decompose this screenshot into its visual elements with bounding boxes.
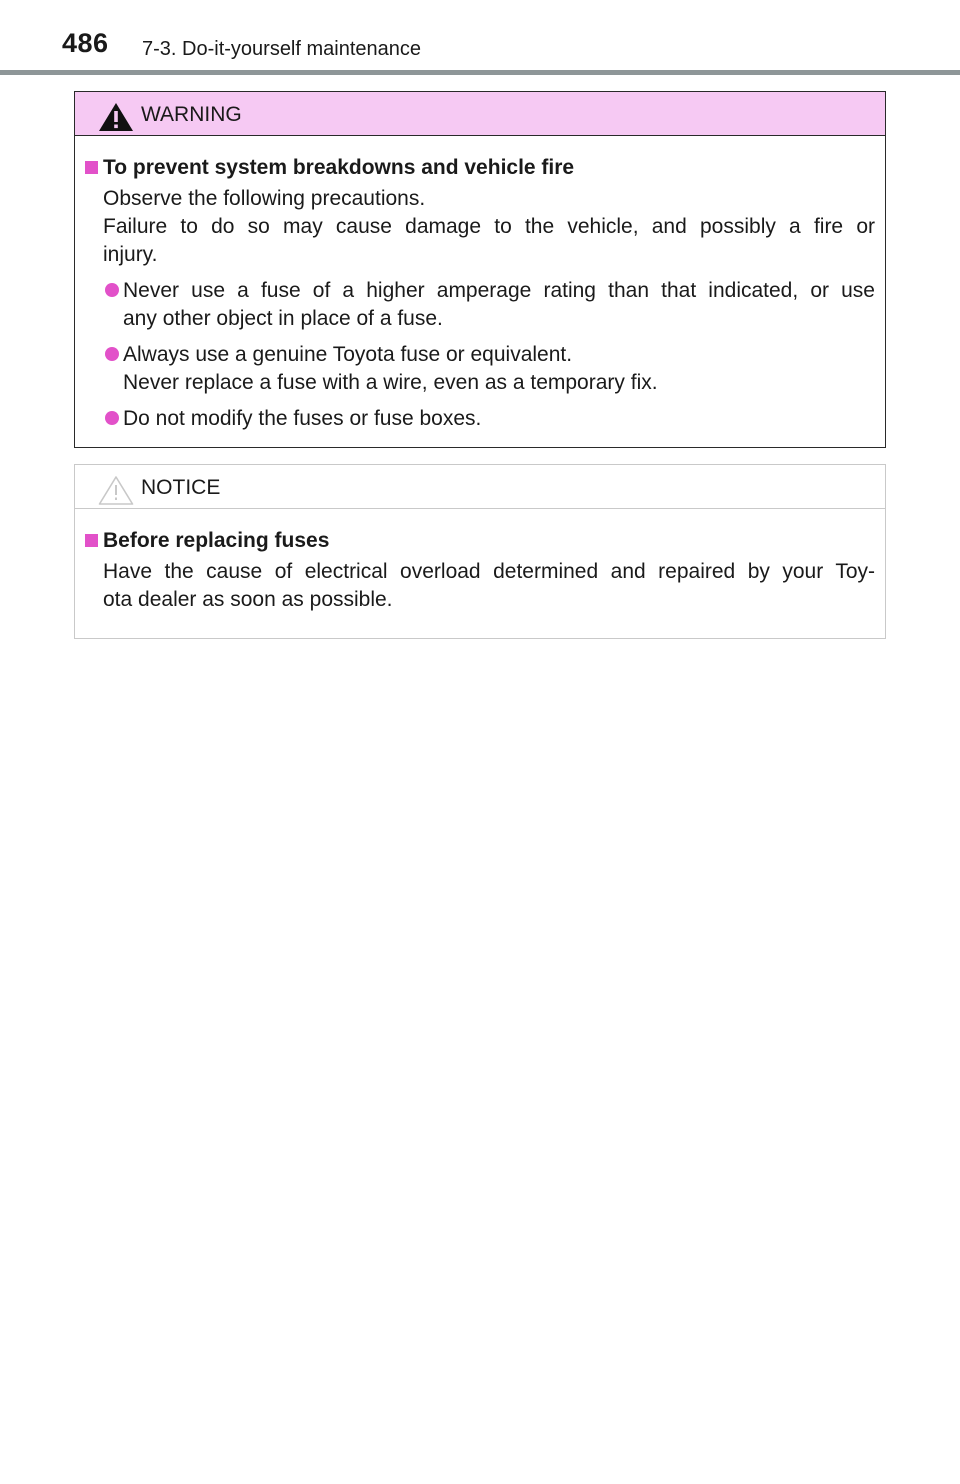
dot-bullet-icon [105,411,119,425]
warning-intro [85,185,875,269]
notice-box [74,464,886,639]
warning-bullet-line: any other object in place of a fuse. [123,307,443,330]
warning-triangle-icon [97,101,135,133]
notice-text-line: ota dealer as soon as possible. [103,588,393,611]
notice-subheading [85,527,875,555]
notice-body [75,509,885,614]
notice-triangle-icon [97,474,135,506]
notice-label: NOTICE [141,476,221,499]
warning-bullet-line: Always use a genuine Toyota fuse or equivalent. [123,343,573,366]
notice-header [75,465,885,509]
warning-body [75,136,885,433]
warning-header [75,92,885,136]
warning-bullet-line: Never use a fuse of a higher amperage rating than that indicated, or use [123,279,875,302]
page-header [0,0,960,76]
notice-text-line: Have the cause of electrical overload determined and repaired by your Toy- [103,560,875,583]
square-bullet-icon [85,534,98,547]
warning-bullet-item [85,277,875,333]
dot-bullet-icon [105,347,119,361]
warning-subheading-text: To prevent system breakdowns and vehicle fire [103,156,575,179]
warning-bullet-item [85,405,875,433]
warning-box [74,91,886,448]
warning-intro-line: injury. [103,243,158,266]
dot-bullet-icon [105,283,119,297]
warning-bullet-item [85,341,875,397]
warning-intro-line: Failure to do so may cause damage to the vehicle, and possibly a fire or [103,215,875,238]
warning-subheading [85,154,875,182]
notice-subheading-text: Before replacing fuses [103,529,330,552]
section-title: 7-3. Do-it-yourself maintenance [142,38,422,60]
square-bullet-icon [85,161,98,174]
warning-label: WARNING [141,103,242,126]
warning-bullet-line: Do not modify the fuses or fuse boxes. [123,407,482,430]
header-rule [0,70,960,75]
page-number: 486 [62,28,109,58]
warning-bullet-line: Never replace a fuse with a wire, even as a temporary fix. [123,371,658,394]
notice-text [85,558,875,614]
warning-intro-line: Observe the following precautions. [103,187,426,210]
